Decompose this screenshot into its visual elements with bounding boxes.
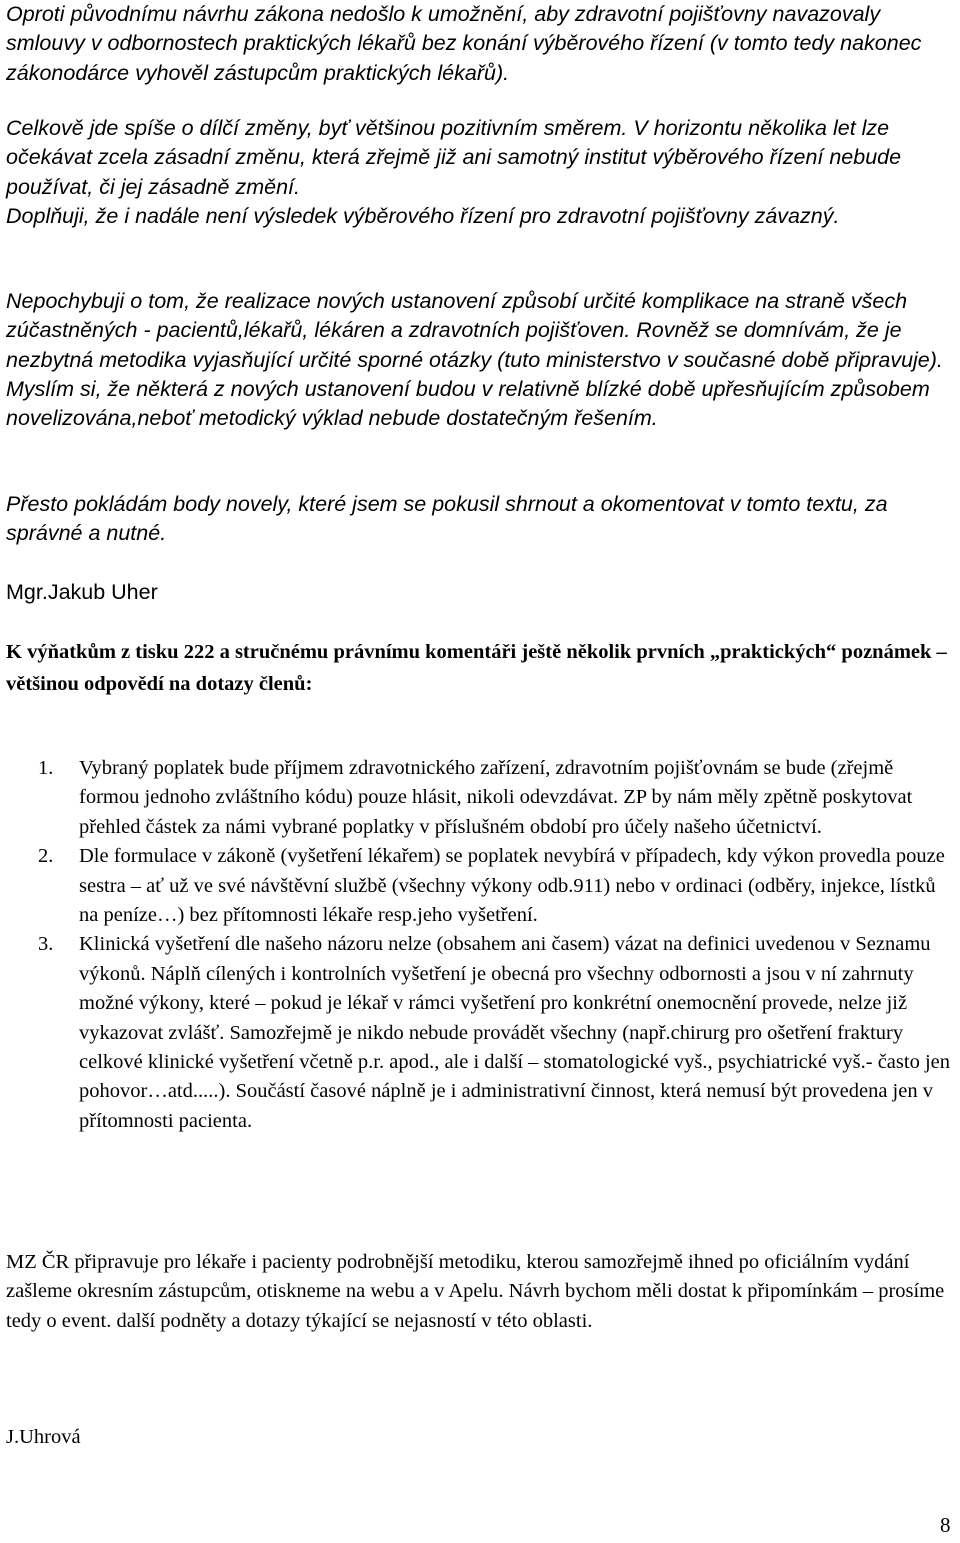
list-item [0,842,950,930]
paragraph-conclusion [6,490,958,549]
list-item-number: 3. [38,933,54,956]
paragraph-text: Nepochybuji o tom, že realizace nových ustanovení způsobí určité komplikace na straně všech zúčastněných - pacientů,lékařů, lékáren a zdravotních pojišťoven. Rovněž se domnívám, že je nezbytná metodika vyjasňující určité sporné otázky (tuto ministerstvo v současné době připravuje). Myslím si, že některá z nových ustanovení budou v relativně blízké době upřesňujícím způsobem novelizována,neboť metodický výklad nebude dostatečným řešením. [6,289,943,431]
section-heading [6,636,958,700]
list-item-number: 1. [38,757,54,779]
heading-text: K výňatkům z tisku 222 a stručnému právnímu komentáři ještě několik prvních „praktických“ poznámek – většinou odpovědí na dotazy členů: [6,641,947,695]
list-item-text: Klinická vyšetření dle našeho názoru nelze (obsahem ani časem) vázat na definici uvedenou v Seznamu výkonů. Náplň cílených i kontrolních vyšetření je obecná pro všechny odbornosti a jsou v ní zahrnuty možné výkony, které – pokud je lékař v rámci vyšetření pro konkrétní onemocnění provede, nelze již vykazovat zvlášť. Samozřejmě je nikdo nebude provádět všechny (např.chirurg pro ošetření fraktury celkové klinické vyšetření včetně p.r. apod., ale i další – stomatologické vyš., psychiatrické vyš.- často jen pohovor…atd.....). Součástí časové náplně je i administrativní činnost, která nemusí být provedena jen v přítomnosti pacienta. [79,933,950,1132]
paragraph-complications [6,287,958,433]
paragraph-text: Přesto pokládám body novely, které jsem se pokusil shrnout a okomentovat v tomto textu, za správné a nutné. [6,492,888,546]
paragraph-text: Doplňuji, že i nadále není výsledek výběrového řízení pro zdravotní pojišťovny závazný. [6,203,840,228]
list-item [0,930,950,1136]
list-item-number: 2. [38,845,54,868]
list-item [0,754,950,842]
signature-author [6,578,958,607]
paragraph-text: Celkově jde spíše o dílčí změny, byť většinou pozitivním směrem. V horizontu několika let lze očekávat zcela zásadní změnu, která zřejmě již ani samotný institut výběrového řízení nebude používat, či jej zásadně změní. [6,116,902,199]
list-item-text: Vybraný poplatek bude příjmem zdravotnického zařízení, zdravotním pojišťovnám se bude (zřejmě formou jednoho zvláštního kódu) pouze hlásit, nikoli odevzdávat. ZP by nám měly zpětně poskytovat přehled částek za námi vybrané poplatky v příslušném období pro účely našeho účetnictví. [79,757,913,838]
signature-text: J.Uhrová [6,1426,81,1448]
paragraph-selection-procedure [6,0,958,88]
paragraph-text: MZ ČR připravuje pro lékaře i pacienty podrobnější metodiku, kterou samozřejmě ihned po oficiálním vydání zašleme okresním zástupcům, otiskneme na webu a v Apelu. Návrh bychom měli dostat k připomínkám – prosíme tedy o event. další podněty a dotazy týkající se nejasností v této oblasti. [6,1251,945,1332]
page-number: 8 [940,1513,951,1537]
paragraph-overall-changes [6,114,958,231]
paragraph-text: Oproti původnímu návrhu zákona nedošlo k umožnění, aby zdravotní pojišťovny navazovaly smlouvy v odbornostech praktických lékařů bez konání výběrového řízení (v tomto tedy nakonec zákonodárce vyhověl zástupcům praktických lékařů). [6,2,922,85]
list-item-text: Dle formulace v zákoně (vyšetření lékařem) se poplatek nevybírá v případech, kdy výkon provedla pouze sestra – ať už ve své návštěvní službě (všechny výkony odb.911) nebo v ordinaci (odběry, injekce, lístků na peníze…) bez přítomnosti lékaře resp.jeho vyšetření. [79,845,945,927]
signature-second-author [6,1423,958,1452]
signature-text: Mgr.Jakub Uher [6,580,158,604]
numbered-notes-list [0,754,950,1136]
paragraph-ministry-methodology [6,1248,951,1336]
